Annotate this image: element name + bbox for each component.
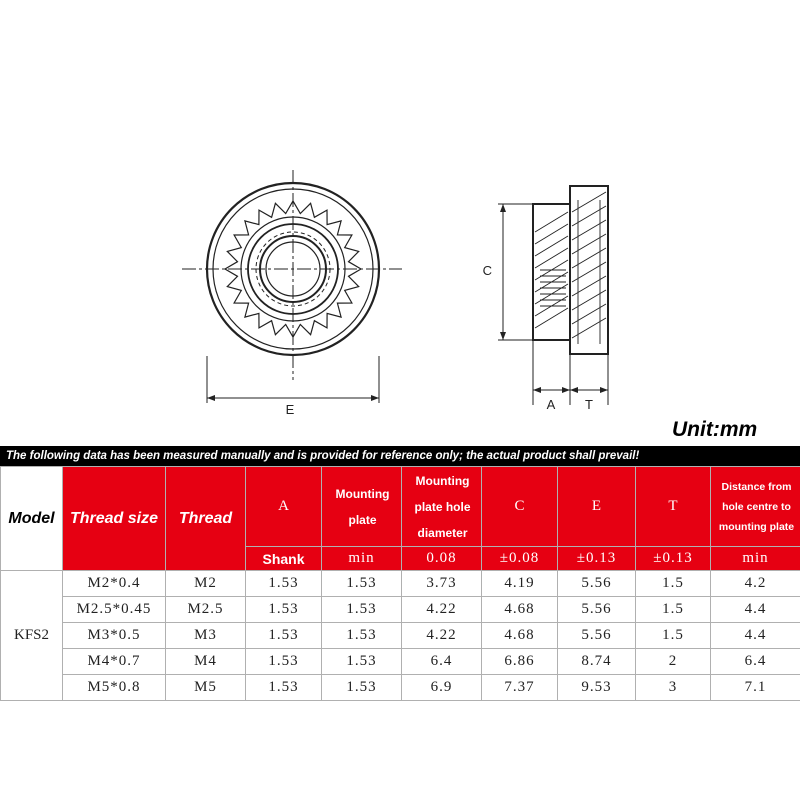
header-mounting-plate: Mounting plate (322, 467, 402, 547)
cell-thread: M4 (166, 649, 246, 675)
header-c: C (482, 467, 558, 547)
subheader-shank: Shank (246, 547, 322, 571)
model-cell: KFS2 (1, 571, 63, 701)
side-view (498, 186, 608, 405)
header-a: A (246, 467, 322, 547)
table-row (1, 675, 800, 701)
cell-hole: 4.22 (402, 623, 482, 649)
table-row (1, 623, 800, 649)
cell-t: 1.5 (636, 623, 711, 649)
cell-c: 7.37 (482, 675, 558, 701)
cell-e: 5.56 (558, 571, 636, 597)
cell-thread-size: M2*0.4 (63, 571, 166, 597)
cell-plate: 1.53 (322, 649, 402, 675)
subheader-distance-min: min (711, 547, 800, 571)
cell-e: 8.74 (558, 649, 636, 675)
cell-a: 1.53 (246, 675, 322, 701)
subheader-t-tolerance: ±0.13 (636, 547, 711, 571)
cell-t: 1.5 (636, 571, 711, 597)
cell-thread-size: M4*0.7 (63, 649, 166, 675)
cell-a: 1.53 (246, 597, 322, 623)
cell-plate: 1.53 (322, 571, 402, 597)
cell-thread: M5 (166, 675, 246, 701)
subheader-c-tolerance: ±0.08 (482, 547, 558, 571)
cell-distance: 4.4 (711, 597, 800, 623)
cell-t: 1.5 (636, 597, 711, 623)
table-row (1, 571, 800, 597)
cell-thread: M2 (166, 571, 246, 597)
dimension-t-label: T (585, 397, 593, 412)
cell-thread: M3 (166, 623, 246, 649)
cell-e: 5.56 (558, 623, 636, 649)
header-e: E (558, 467, 636, 547)
subheader-e-tolerance: ±0.13 (558, 547, 636, 571)
cell-t: 3 (636, 675, 711, 701)
cell-t: 2 (636, 649, 711, 675)
header-model: Model (1, 467, 63, 571)
cell-hole: 6.4 (402, 649, 482, 675)
cell-c: 4.68 (482, 623, 558, 649)
table-row (1, 597, 800, 623)
spec-table (0, 466, 800, 701)
cell-hole: 6.9 (402, 675, 482, 701)
cell-plate: 1.53 (322, 675, 402, 701)
header-distance: Distance from hole centre to mounting plate (711, 467, 800, 547)
cell-distance: 4.4 (711, 623, 800, 649)
subheader-plate-min: min (322, 547, 402, 571)
table-row (1, 649, 800, 675)
cell-distance: 7.1 (711, 675, 800, 701)
cell-c: 6.86 (482, 649, 558, 675)
disclaimer-banner: The following data has been measured manually and is provided for reference only; the actual product shall prevail! (0, 446, 800, 466)
cell-e: 9.53 (558, 675, 636, 701)
cell-a: 1.53 (246, 623, 322, 649)
cell-thread-size: M3*0.5 (63, 623, 166, 649)
cell-e: 5.56 (558, 597, 636, 623)
cell-distance: 6.4 (711, 649, 800, 675)
dimension-e-label: E (285, 402, 295, 417)
cell-hole: 3.73 (402, 571, 482, 597)
cell-c: 4.19 (482, 571, 558, 597)
dimension-c-label: C (482, 263, 492, 278)
cell-distance: 4.2 (711, 571, 800, 597)
subheader-hole-tolerance: 0.08 (402, 547, 482, 571)
cell-thread-size: M2.5*0.45 (63, 597, 166, 623)
cell-plate: 1.53 (322, 623, 402, 649)
cell-plate: 1.53 (322, 597, 402, 623)
cell-a: 1.53 (246, 571, 322, 597)
cell-thread: M2.5 (166, 597, 246, 623)
header-thread-size: Thread size (63, 467, 166, 571)
dimension-a-label: A (546, 397, 556, 412)
cell-thread-size: M5*0.8 (63, 675, 166, 701)
front-view (182, 170, 402, 403)
cell-c: 4.68 (482, 597, 558, 623)
header-thread: Thread (166, 467, 246, 571)
header-t: T (636, 467, 711, 547)
cell-a: 1.53 (246, 649, 322, 675)
unit-label: Unit:mm (672, 418, 758, 441)
header-mounting-plate-hole-diameter: Mounting plate hole diameter (402, 467, 482, 547)
cell-hole: 4.22 (402, 597, 482, 623)
